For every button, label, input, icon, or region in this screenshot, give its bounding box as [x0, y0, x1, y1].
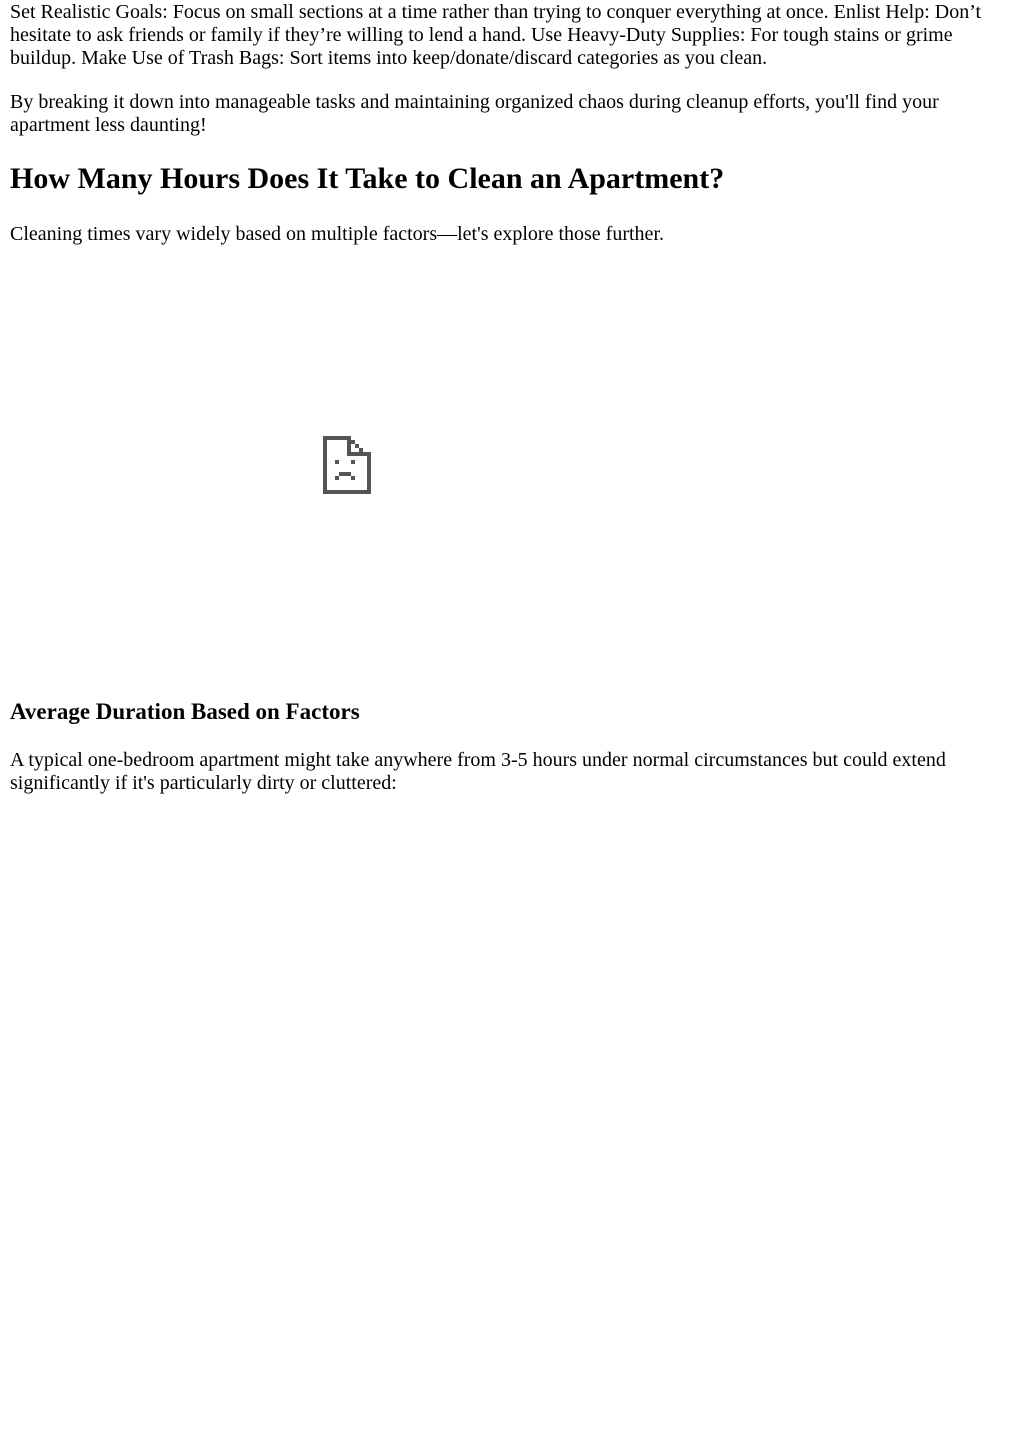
- broken-page-icon: [323, 436, 371, 494]
- embedded-frame[interactable]: [10, 266, 686, 666]
- tips-paragraph: Set Realistic Goals: Focus on small sections at a time rather than trying to conquer everything at once. Enlist Help: Don’t hesitate to ask friends or family if they’re willing to lend a hand. Use Heavy-Duty Supplies: For tough stains or grime buildup. Make Use of Trash Bags: Sort items into keep/donate/discard categories as you clean.: [10, 1, 982, 69]
- section-heading-hours: How Many Hours Does It Take to Clean an Apartment?: [10, 162, 725, 195]
- duration-paragraph: A typical one-bedroom apartment might take anywhere from 3-5 hours under normal circumstances but could extend significantly if it's particularly dirty or cluttered:: [10, 749, 946, 794]
- subsection-heading-duration: Average Duration Based on Factors: [10, 699, 360, 724]
- intro-paragraph: Cleaning times vary widely based on multiple factors—let's explore those further.: [10, 223, 664, 245]
- summary-paragraph: By breaking it down into manageable tasks and maintaining organized chaos during cleanup efforts, you'll find your apartment less daunting!: [10, 91, 939, 136]
